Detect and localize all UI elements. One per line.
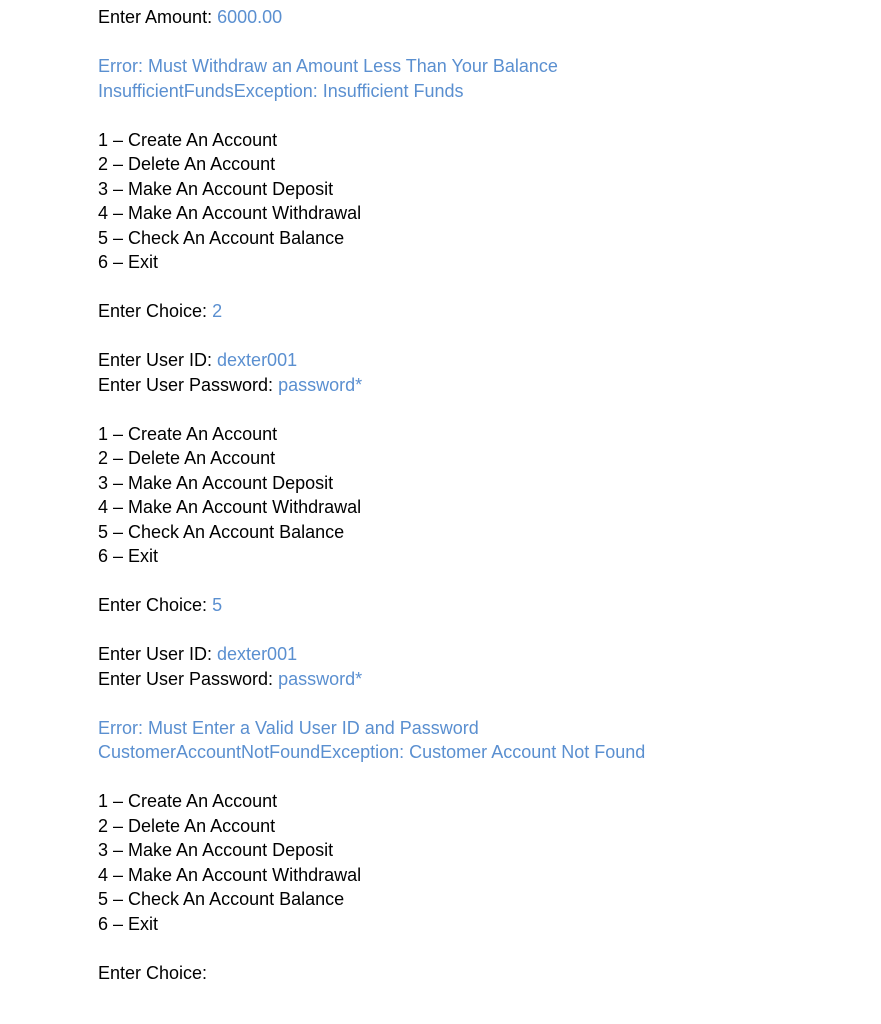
choice-prompt-label: Enter Choice: (98, 962, 208, 983)
user-password-label: Enter User Password: (98, 668, 279, 689)
menu-item-balance: 5 – Check An Account Balance (98, 521, 345, 542)
withdraw-error-message: Error: Must Withdraw an Amount Less Than Your Balance (98, 56, 558, 76)
user-id-value: dexter001 (217, 350, 298, 370)
choice-prompt-label: Enter Choice: (98, 301, 213, 321)
choice-input-value: 2 (212, 301, 223, 321)
menu-block-1 (98, 128, 861, 275)
choice-prompt-line-3 (98, 961, 861, 986)
user-password-line-2 (98, 667, 861, 692)
user-password-label: Enter User Password: (98, 374, 279, 395)
menu-item-withdrawal: 4 – Make An Account Withdrawal (98, 497, 362, 517)
amount-prompt-line (98, 5, 861, 30)
amount-prompt-label: Enter Amount: (98, 7, 218, 27)
menu-item-delete: 2 – Delete An Account (98, 154, 276, 174)
choice-input-value: 5 (212, 595, 223, 615)
menu-item-create: 1 – Create An Account (98, 423, 278, 444)
menu-item-exit: 6 – Exit (98, 252, 159, 272)
menu-block-2 (98, 422, 861, 569)
choice-prompt-label: Enter Choice: (98, 595, 213, 615)
menu-item-exit: 6 – Exit (98, 913, 159, 934)
menu-item-deposit: 3 – Make An Account Deposit (98, 178, 334, 199)
menu-item-balance: 5 – Check An Account Balance (98, 227, 345, 248)
choice-prompt-line-2 (98, 593, 861, 618)
menu-item-exit: 6 – Exit (98, 546, 159, 566)
user-id-label: Enter User ID: (98, 644, 218, 664)
user-id-value: dexter001 (217, 644, 298, 664)
menu-item-deposit: 3 – Make An Account Deposit (98, 472, 334, 493)
menu-item-deposit: 3 – Make An Account Deposit (98, 840, 334, 860)
user-password-value: password* (278, 374, 363, 395)
user-password-line-1 (98, 373, 861, 398)
menu-item-delete: 2 – Delete An Account (98, 815, 276, 836)
menu-block-3 (98, 789, 861, 936)
menu-item-create: 1 – Create An Account (98, 129, 278, 150)
login-exception-message: CustomerAccountNotFoundException: Customer Account Not Found (98, 742, 646, 762)
choice-prompt-line-1 (98, 299, 861, 324)
user-id-line-2 (98, 642, 861, 667)
menu-item-balance: 5 – Check An Account Balance (98, 889, 345, 909)
user-id-line-1 (98, 348, 861, 373)
menu-item-withdrawal: 4 – Make An Account Withdrawal (98, 203, 362, 223)
user-password-value: password* (278, 668, 363, 689)
menu-item-create: 1 – Create An Account (98, 791, 278, 811)
login-error-message: Error: Must Enter a Valid User ID and Password (98, 717, 479, 738)
console-transcript (98, 5, 861, 985)
menu-item-delete: 2 – Delete An Account (98, 448, 276, 468)
user-id-label: Enter User ID: (98, 350, 218, 370)
amount-input-value: 6000.00 (217, 7, 283, 27)
withdraw-exception-message: InsufficientFundsException: Insufficient Funds (98, 80, 464, 101)
menu-item-withdrawal: 4 – Make An Account Withdrawal (98, 864, 362, 885)
